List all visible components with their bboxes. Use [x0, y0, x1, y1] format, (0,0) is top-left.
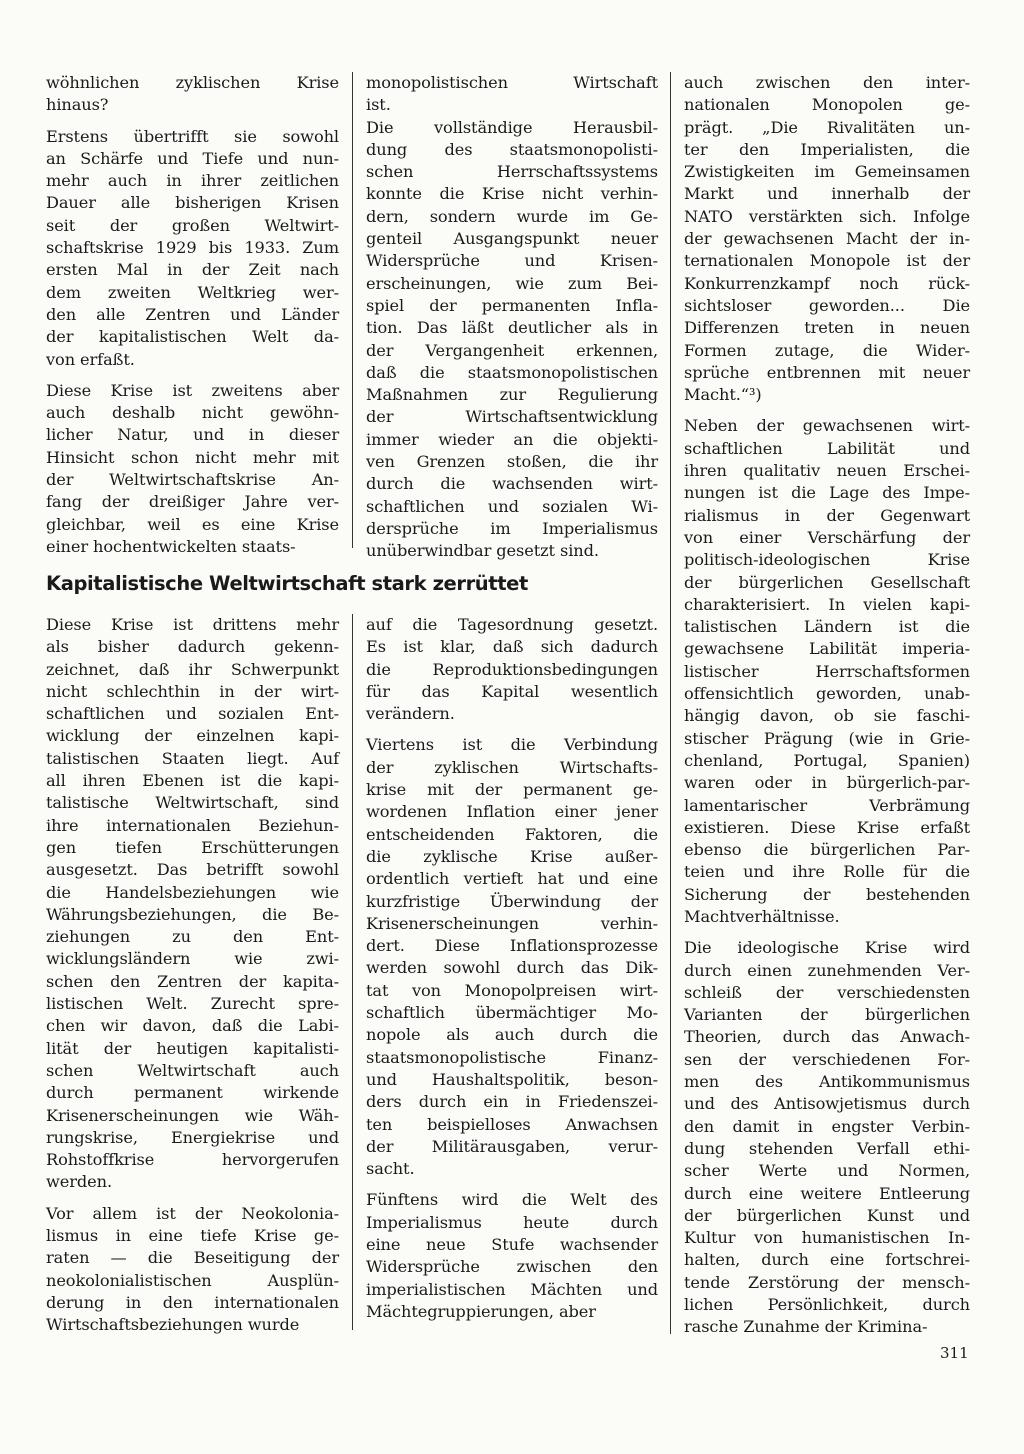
text-line: an Schärfe und Tiefe und nun- — [46, 148, 339, 168]
text-line: Die vollständige Herausbil- — [366, 117, 658, 137]
text-line: halten, durch eine fortschrei- — [684, 1250, 970, 1270]
text-line: talistischen Ländern ist die — [684, 617, 970, 637]
text-line: den alle Zentren und Länder — [46, 304, 339, 324]
text-line: den damit in engster Verbin- — [684, 1116, 970, 1136]
paragraph — [684, 72, 970, 406]
text-line: durch die wachsenden wirt- — [366, 474, 658, 494]
text-line: Markt und innerhalb der — [684, 184, 970, 204]
text-line: schaftlich übermächtiger Mo- — [366, 1003, 658, 1023]
text-line: lismus in eine tiefe Krise ge- — [46, 1226, 339, 1246]
text-line: Dauer alle bisherigen Krisen — [46, 193, 339, 213]
text-line: Rohstoffkrise hervorgerufen — [46, 1150, 339, 1170]
text-line: listischen Welt. Zurecht spre- — [46, 994, 339, 1014]
text-line: lität der heutigen kapitalisti- — [46, 1038, 339, 1058]
text-line: durch permanent wirkende — [46, 1083, 339, 1103]
text-line: talistischen Staaten liegt. Auf — [46, 748, 339, 768]
text-line: ders durch ein in Friedenszei- — [366, 1092, 658, 1112]
text-line: auch zwischen den inter- — [684, 73, 970, 92]
text-line: chenland, Portugal, Spanien) — [684, 750, 970, 770]
text-line: staatsmonopolistische Finanz- — [366, 1047, 658, 1067]
text-line: und des Antisowjetismus durch — [684, 1094, 970, 1114]
text-line: für das Kapital wesentlich — [366, 681, 658, 701]
text-line: auf die Tagesordnung gesetzt. — [366, 615, 658, 634]
paragraph — [46, 380, 339, 558]
text-line: ist. — [366, 95, 391, 115]
text-line: monopolistischen Wirtschaft — [366, 73, 658, 92]
text-line: sprüche entbrennen mit neuer — [684, 362, 970, 382]
text-line: Krisenerscheinungen verhin- — [366, 913, 658, 933]
text-line: teien und ihre Rolle für die — [684, 862, 970, 882]
text-line: daß die staatsmonopolistischen — [366, 362, 658, 382]
text-line: prägt. „Die Rivalitäten un- — [684, 117, 970, 137]
column-rule-1-bottom — [352, 614, 353, 1330]
text-line: gewachsene Labilität imperia- — [684, 639, 970, 659]
text-line: dung des staatsmonopolisti- — [366, 139, 658, 159]
text-line: raten — die Beseitigung der — [46, 1248, 339, 1268]
text-line: Theorien, durch das Anwach- — [684, 1027, 970, 1047]
text-line: Macht.“³) — [684, 385, 762, 405]
text-line: stischer Prägung (wie in Grie- — [684, 728, 970, 748]
text-line: gen tiefen Erschütterungen — [46, 837, 339, 857]
text-line: Widersprüche zwischen den — [366, 1257, 658, 1277]
text-line: mehr auch in ihrer zeitlichen — [46, 171, 339, 191]
text-line: von einer Verschärfung der — [684, 527, 970, 547]
text-line: genteil Ausgangspunkt neuer — [366, 229, 658, 249]
text-line: schaftlichen und sozialen Wi- — [366, 496, 658, 516]
text-line: imperialistischen Mächten und — [366, 1279, 658, 1299]
text-column-1-top — [46, 72, 339, 567]
text-column-2-bottom — [366, 614, 658, 1332]
text-line: ihren qualitativ neuen Erschei- — [684, 461, 970, 481]
text-line: sacht. — [366, 1159, 415, 1179]
text-line: men des Antikommunismus — [684, 1072, 970, 1092]
text-line: charakterisiert. In vielen kapi- — [684, 594, 970, 614]
text-line: nicht schlechthin in der wirt- — [46, 681, 339, 701]
text-line: all ihren Ebenen ist die kapi- — [46, 771, 339, 791]
text-line: lichen Persönlichkeit, durch — [684, 1295, 970, 1315]
text-line: schen den Zentren der kapita- — [46, 971, 339, 991]
paragraph — [684, 937, 970, 1338]
text-line: hängig davon, ob sie faschi- — [684, 706, 970, 726]
text-line: entscheidenden Faktoren, die — [366, 824, 658, 844]
paragraph — [366, 734, 658, 1180]
paragraph — [46, 1203, 339, 1337]
text-line: werden sowohl durch das Dik- — [366, 958, 658, 978]
text-line: unüberwindbar gesetzt sind. — [366, 541, 599, 561]
text-line: tat von Monopolpreisen wirt- — [366, 980, 658, 1000]
text-line: ebenso die bürgerlichen Par- — [684, 840, 970, 860]
text-line: dert. Diese Inflationsprozesse — [366, 936, 658, 956]
text-line: Machtverhältnisse. — [684, 906, 840, 926]
text-line: licher Natur, und in dieser — [46, 425, 339, 445]
text-column-2-top — [366, 72, 658, 572]
text-line: sichtsloser geworden... Die — [684, 295, 970, 315]
text-line: der zyklischen Wirtschafts- — [366, 757, 658, 777]
text-line: neokolonialistischen Ausplün- — [46, 1270, 339, 1290]
text-line: ten beispielloses Anwachsen — [366, 1114, 658, 1134]
text-line: wöhnlichen zyklischen Krise — [46, 73, 339, 92]
text-line: sen der verschiedenen For- — [684, 1049, 970, 1069]
text-line: ter den Imperialisten, die — [684, 139, 970, 159]
text-line: einer hochentwickelten staats- — [46, 536, 296, 556]
text-line: Neben der gewachsenen wirt- — [684, 416, 970, 436]
text-line: schen Herrschaftssystems — [366, 162, 658, 182]
text-line: dern, sondern wurde im Ge- — [366, 206, 658, 226]
text-line: tion. Das läßt deutlicher als in — [366, 318, 658, 338]
column-rule-1-top — [352, 72, 353, 548]
text-line: Es ist klar, daß sich dadurch — [366, 637, 658, 657]
text-line: wicklungsländern wie zwi- — [46, 949, 339, 969]
text-line: konnte die Krise nicht verhin- — [366, 184, 658, 204]
text-line: immer wieder an die objekti- — [366, 429, 658, 449]
text-line: schleiß der verschiedensten — [684, 982, 970, 1002]
text-line: auch deshalb nicht gewöhn- — [46, 403, 339, 423]
text-line: Erstens übertrifft sie sowohl — [46, 126, 339, 146]
text-line: dem zweiten Weltkrieg wer- — [46, 282, 339, 302]
text-line: der bürgerlichen Gesellschaft — [684, 572, 970, 592]
text-line: schaftskrise 1929 bis 1933. Zum — [46, 238, 339, 258]
paragraph — [684, 415, 970, 928]
text-line: dung stehenden Verfall ethi- — [684, 1138, 970, 1158]
text-line: politisch-ideologischen Krise — [684, 550, 970, 570]
text-line: durch eine weitere Entleerung — [684, 1183, 970, 1203]
text-line: von erfaßt. — [46, 349, 135, 369]
text-line: talistische Weltwirtschaft, sind — [46, 793, 339, 813]
text-line: schen Weltwirtschaft auch — [46, 1060, 339, 1080]
text-line: Vor allem ist der Neokolonia- — [46, 1203, 339, 1223]
text-line: Kultur von humanistischen In- — [684, 1228, 970, 1248]
text-column-1-bottom — [46, 614, 339, 1346]
text-line: der gewachsenen Macht der in- — [684, 229, 970, 249]
column-rule-2 — [670, 72, 671, 1334]
text-line: seit der großen Weltwirt- — [46, 215, 339, 235]
text-line: ternationalen Monopole ist der — [684, 251, 970, 271]
text-column-3 — [684, 72, 970, 1348]
text-line: NATO verstärkten sich. Infolge — [684, 206, 970, 226]
page-number: 311 — [940, 1344, 969, 1362]
text-line: der Vergangenheit erkennen, — [366, 340, 658, 360]
text-line: rialismus in der Gegenwart — [684, 505, 970, 525]
text-line: verändern. — [366, 704, 455, 724]
text-line: Widersprüche und Krisen- — [366, 251, 658, 271]
text-line: lamentarischer Verbrämung — [684, 795, 970, 815]
text-line: Konkurrenzkampf noch rück- — [684, 273, 970, 293]
text-line: dersprüche im Imperialismus — [366, 518, 658, 538]
text-line: Varianten der bürgerlichen — [684, 1005, 970, 1025]
text-line: der kapitalistischen Welt da- — [46, 327, 339, 347]
text-line: Diese Krise ist zweitens aber — [46, 380, 339, 400]
text-line: schaftlichen und sozialen Ent- — [46, 704, 339, 724]
text-line: Sicherung der bestehenden — [684, 884, 970, 904]
text-line: ersten Mal in der Zeit nach — [46, 260, 339, 280]
text-line: fang der dreißiger Jahre ver- — [46, 492, 339, 512]
text-line: nungen ist die Lage des Impe- — [684, 483, 970, 503]
paragraph — [46, 126, 339, 371]
text-line: der bürgerlichen Kunst und — [684, 1205, 970, 1225]
text-line: wordenen Inflation einer jener — [366, 802, 658, 822]
text-line: wicklung der einzelnen kapi- — [46, 726, 339, 746]
text-line: Hinsicht schon nicht mehr mit — [46, 447, 339, 467]
text-line: Differenzen treten in neuen — [684, 318, 970, 338]
text-line: rungskrise, Energiekrise und — [46, 1127, 339, 1147]
text-line: Die ideologische Krise wird — [684, 938, 970, 958]
text-line: Zwistigkeiten im Gemeinsamen — [684, 162, 970, 182]
text-line: nationalen Monopolen ge- — [684, 95, 970, 115]
text-line: zeichnet, daß ihr Schwerpunkt — [46, 659, 339, 679]
text-line: durch einen zunehmenden Ver- — [684, 960, 970, 980]
text-line: chen wir davon, daß die Labi- — [46, 1016, 339, 1036]
text-line: existieren. Diese Krise erfaßt — [684, 817, 970, 837]
text-line: Fünftens wird die Welt des — [366, 1190, 658, 1210]
section-heading: Kapitalistische Weltwirtschaft stark zerrüttet — [46, 572, 528, 595]
text-line: spiel der permanenten Infla- — [366, 295, 658, 315]
text-line: Währungsbeziehungen, die Be- — [46, 904, 339, 924]
paragraph — [46, 614, 339, 1194]
text-line: erscheinungen, wie zum Bei- — [366, 273, 658, 293]
paragraph — [46, 72, 339, 117]
text-line: krise mit der permanent ge- — [366, 780, 658, 800]
text-line: ziehungen zu den Ent- — [46, 927, 339, 947]
text-line: die Handelsbeziehungen wie — [46, 882, 339, 902]
text-line: derung in den internationalen — [46, 1292, 339, 1312]
text-line: tende Zerstörung der mensch- — [684, 1272, 970, 1292]
text-line: waren oder in bürgerlich-par- — [684, 773, 970, 793]
text-line: ausgesetzt. Das betrifft sowohl — [46, 860, 339, 880]
text-line: listischer Herrschaftsformen — [684, 661, 970, 681]
text-line: rasche Zunahme der Krimina- — [684, 1317, 928, 1337]
text-line: ordentlich vertieft hat und eine — [366, 869, 658, 889]
text-line: der Weltwirtschaftskrise An- — [46, 470, 339, 490]
text-line: Formen zutage, die Wider- — [684, 340, 970, 360]
text-line: eine neue Stufe wachsender — [366, 1235, 658, 1255]
paragraph — [366, 1189, 658, 1323]
text-line: offensichtlich geworden, unab- — [684, 684, 970, 704]
text-line: Krisenerscheinungen wie Wäh- — [46, 1105, 339, 1125]
text-line: hinaus? — [46, 95, 109, 115]
text-line: Maßnahmen zur Regulierung — [366, 385, 658, 405]
text-line: der Wirtschaftsentwicklung — [366, 407, 658, 427]
text-line: Viertens ist die Verbindung — [366, 735, 658, 755]
text-line: gleichbar, weil es eine Krise — [46, 514, 339, 534]
text-line: werden. — [46, 1172, 112, 1192]
text-line: scher Werte und Normen, — [684, 1161, 970, 1181]
paragraph — [366, 72, 658, 563]
text-line: nopole als auch durch die — [366, 1025, 658, 1045]
text-line: und Haushaltspolitik, beson- — [366, 1069, 658, 1089]
text-line: Imperialismus heute durch — [366, 1212, 658, 1232]
text-line: ven Grenzen stoßen, die ihr — [366, 452, 658, 472]
text-line: Mächtegruppierungen, aber — [366, 1301, 596, 1321]
text-line: Wirtschaftsbeziehungen wurde — [46, 1315, 300, 1335]
text-line: als bisher dadurch gekenn- — [46, 637, 339, 657]
paragraph — [366, 614, 658, 725]
text-line: ihre internationalen Beziehun- — [46, 815, 339, 835]
text-line: schaftlichen Labilität und — [684, 438, 970, 458]
text-line: kurzfristige Überwindung der — [366, 891, 658, 911]
text-line: Diese Krise ist drittens mehr — [46, 615, 339, 634]
text-line: die zyklische Krise außer- — [366, 846, 658, 866]
text-line: der Militärausgaben, verur- — [366, 1136, 658, 1156]
text-line: die Reproduktionsbedingungen — [366, 659, 658, 679]
